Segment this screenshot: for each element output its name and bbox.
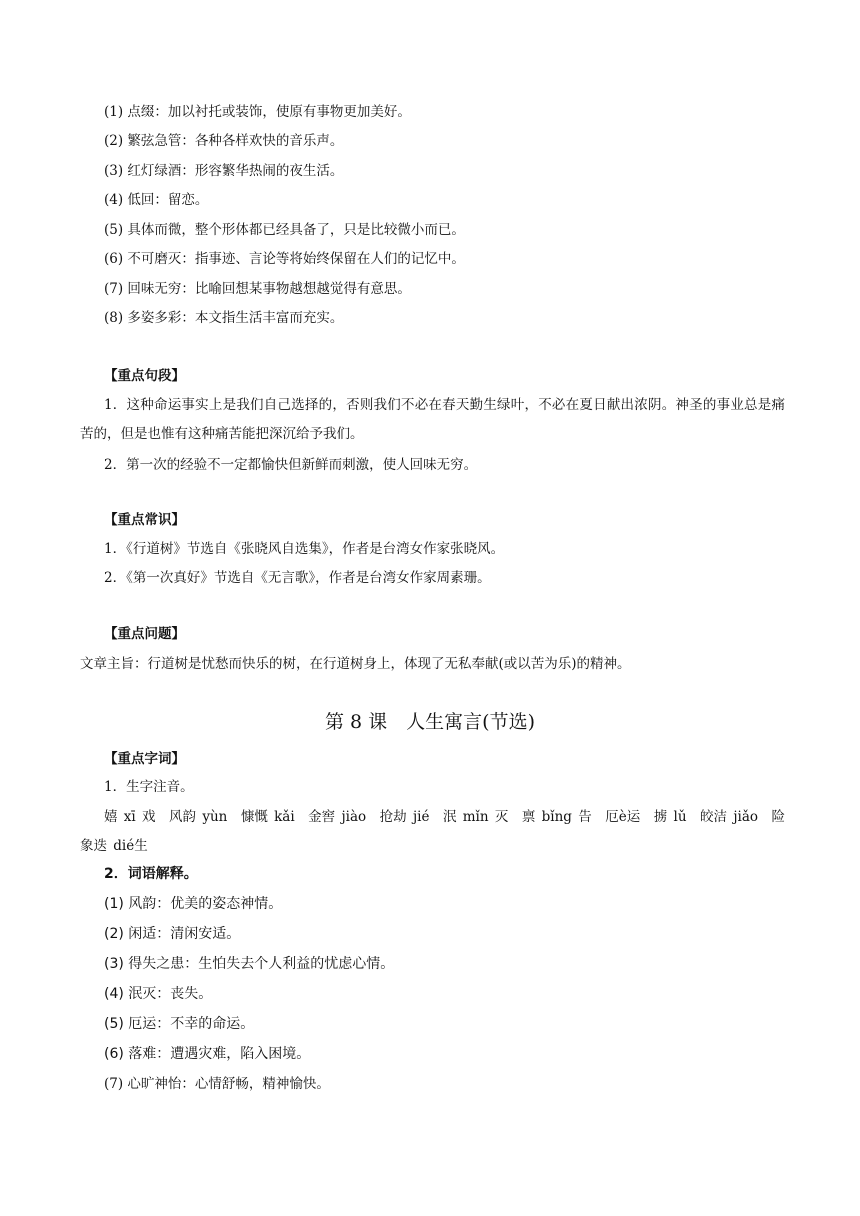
definition-item: (5) 具体而微，整个形体都已经具备了，只是比较微小而已。 <box>104 222 465 238</box>
section-heading-key-questions: 【重点问题】 <box>104 626 185 642</box>
definition-item: (8) 多姿多彩：本文指生活丰富而充实。 <box>104 310 344 326</box>
definition-item: (4) 低回：留恋。 <box>104 192 209 208</box>
key-sentence-paragraph: 1．这种命运事实上是我们自己选择的，否则我们不必在春天勤生绿叶，不必在夏日献出浓阴。神圣的事业总是痛苦的，但是也惟有这种痛苦能把深沉给予我们。 <box>80 397 785 442</box>
definition-item: (2) 繁弦急管：各种各样欢快的音乐声。 <box>104 133 344 149</box>
section-heading-key-knowledge: 【重点常识】 <box>104 512 185 528</box>
section-heading-key-words: 【重点字词】 <box>104 751 185 767</box>
pinyin-text: 嬉 xī 戏 风韵 yùn 慷慨 kǎi 金窖 jiào 抢劫 jié 泯 mǐn 灭 禀 bǐng 告 厄è运 掳 lǔ 皎洁 jiǎo 险象迭 dié生 <box>80 809 785 854</box>
knowledge-item: 2．《第一次真好》节选自《无言歌》，作者是台湾女作家周素珊。 <box>104 570 491 586</box>
word-definition: (7) 心旷神怡：心情舒畅，精神愉快。 <box>104 1076 330 1092</box>
definition-item: (6) 不可磨灭：指事迹、言论等将始终保留在人们的记忆中。 <box>104 251 465 267</box>
word-definition: (1) 风韵：优美的姿态神情。 <box>104 896 283 912</box>
key-question-text: 文章主旨：行道树是忧愁而快乐的树，在行道树身上，体现了无私奉献(或以苦为乐)的精神。 <box>80 656 631 672</box>
definition-item: (3) 红灯绿酒：形容繁华热闹的夜生活。 <box>104 163 344 179</box>
key-sentence-paragraph: 2．第一次的经验不一定都愉快但新鲜而刺激，使人回味无穷。 <box>104 457 478 473</box>
pinyin-label: 1．生字注音。 <box>104 779 194 795</box>
definition-item: (7) 回味无穷：比喻回想某事物越想越觉得有意思。 <box>104 281 411 297</box>
knowledge-item: 1．《行道树》节选自《张晓风自选集》，作者是台湾女作家张晓风。 <box>104 541 505 557</box>
word-definition: (4) 泯灭：丧失。 <box>104 986 213 1002</box>
word-definition: (3) 得失之患：生怕失去个人利益的忧虑心情。 <box>104 956 395 972</box>
definition-item: (1) 点缀：加以衬托或装饰，使原有事物更加美好。 <box>104 104 411 120</box>
lesson-title: 第 8 课 人生寓言(节选) <box>325 711 535 733</box>
word-definition: (2) 闲适：清闲安适。 <box>104 926 241 942</box>
explain-label: 2．词语解释。 <box>104 866 198 882</box>
section-heading-key-sentences: 【重点句段】 <box>104 368 185 384</box>
word-definition: (6) 落难：遭遇灾难，陷入困境。 <box>104 1046 311 1062</box>
word-definition: (5) 厄运：不幸的命运。 <box>104 1016 255 1032</box>
